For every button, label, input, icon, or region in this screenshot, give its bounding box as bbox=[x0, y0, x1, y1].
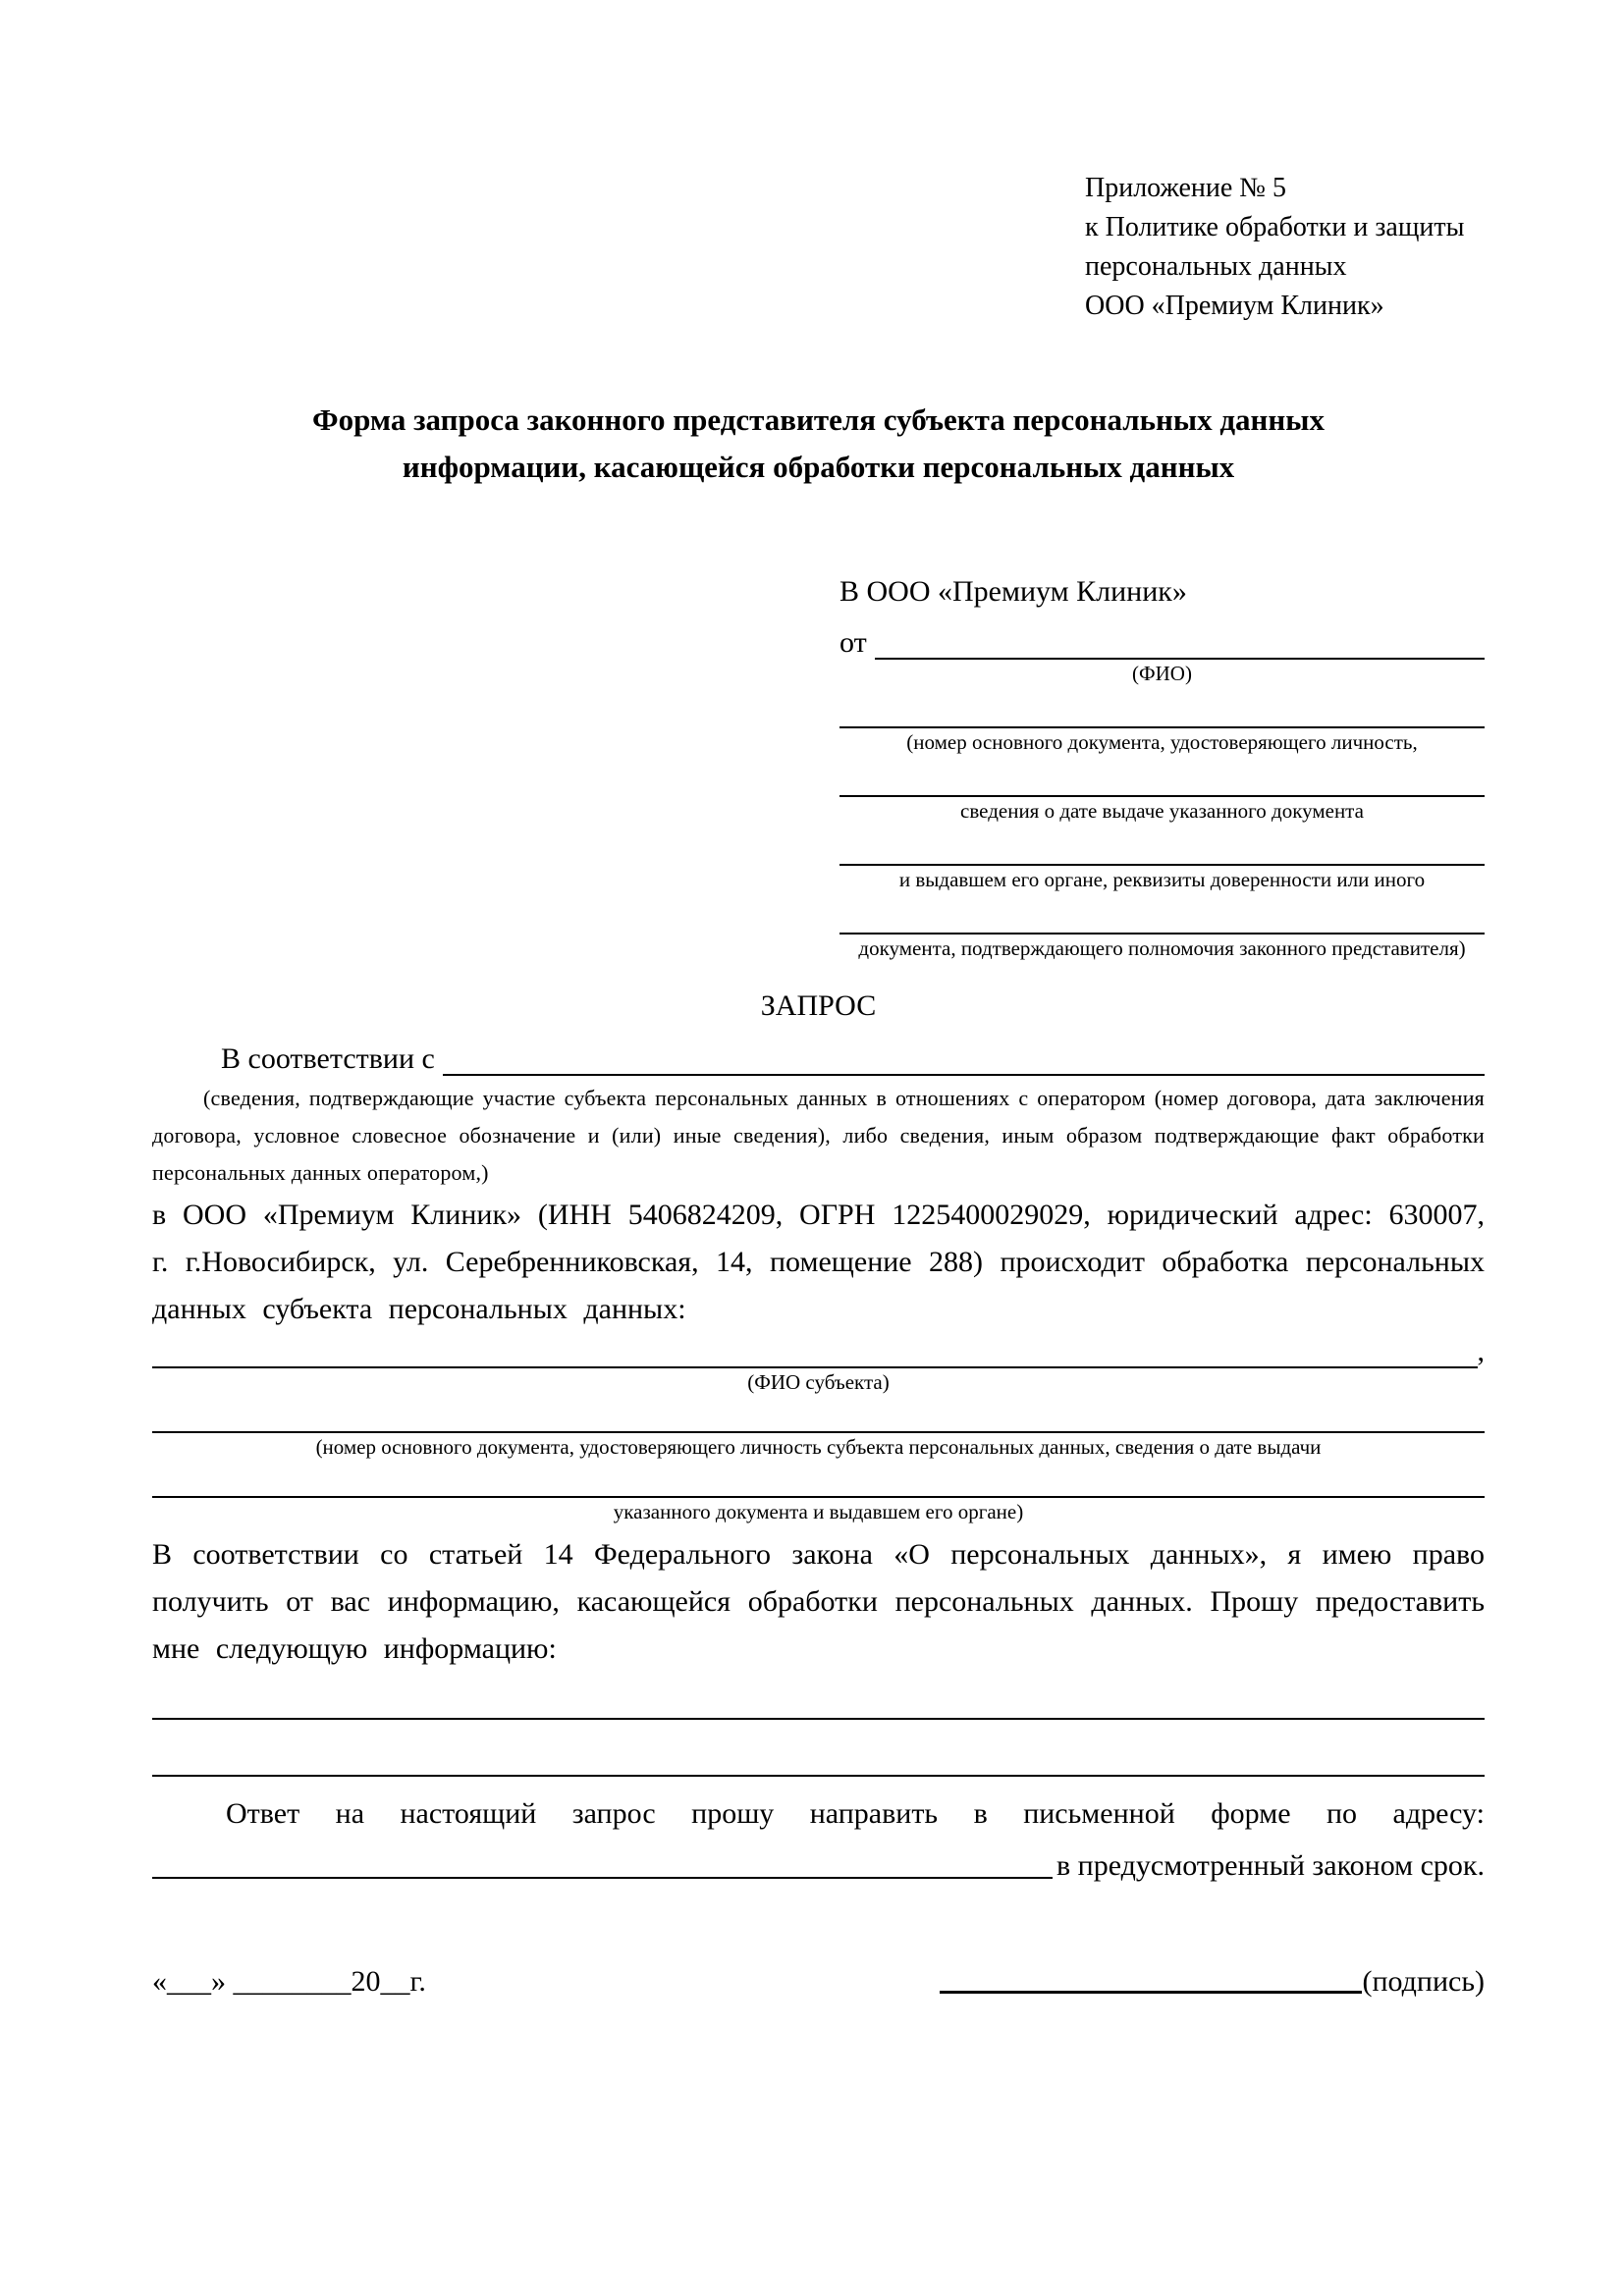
law-paragraph: В соответствии со статьей 14 Федерального закона «О персональных данных», я имею право получить от вас информацию, касающейся обработки персональных данных. Прошу предоставить мне следующую информацию: bbox=[152, 1538, 1485, 1665]
subject-fio-caption: (ФИО субъекта) bbox=[747, 1370, 890, 1394]
reply-address-row bbox=[152, 1838, 1485, 1883]
representative-document-field-3[interactable] bbox=[839, 825, 1485, 866]
representative-document-caption-2: сведения о дате выдаче указанного документа bbox=[960, 799, 1364, 823]
appendix-note-line-3: персональных данных bbox=[1085, 251, 1347, 282]
addressee-organization: В ООО «Премиум Клиник» bbox=[839, 575, 1187, 608]
document-title-line-2: информации, касающейся обработки персональных данных bbox=[402, 450, 1235, 484]
document-title bbox=[152, 397, 1485, 491]
representative-document-caption-3: и выдавшем его органе, реквизиты доверенности или иного bbox=[898, 868, 1426, 891]
basis-field[interactable] bbox=[443, 1074, 1485, 1076]
reply-tail-text: в предусмотренный законом срок. bbox=[1056, 1849, 1485, 1882]
signature-area bbox=[940, 1965, 1485, 1999]
representative-document-caption-4: документа, подтверждающего полномочия законного представителя) bbox=[858, 936, 1466, 960]
reply-paragraph: Ответ на настоящий запрос прошу направить в письменной форме по адресу: bbox=[226, 1797, 1485, 1830]
signature-field[interactable] bbox=[940, 1991, 1362, 1994]
addressee-block bbox=[839, 573, 1485, 962]
from-row bbox=[839, 622, 1485, 660]
representative-document-field-4[interactable] bbox=[839, 893, 1485, 934]
subject-document-caption-1: (номер основного документа, удостоверяющего личность субъекта персональных данных, сведения о дате выдачи bbox=[315, 1435, 1322, 1459]
document-title-line-1: Форма запроса законного представителя субъекта персональных данных bbox=[312, 402, 1325, 437]
basis-label: В соответствии с bbox=[221, 1042, 435, 1075]
date-line: «___» ________20__г. bbox=[152, 1965, 426, 1998]
from-label: от bbox=[839, 626, 867, 659]
requested-info-field-1[interactable] bbox=[152, 1673, 1485, 1720]
subject-document-field-2[interactable] bbox=[152, 1461, 1485, 1498]
subject-fio-row bbox=[152, 1335, 1485, 1368]
basis-row bbox=[152, 1037, 1485, 1076]
basis-fine-print: (сведения, подтверждающие участие субъекта персональных данных в отношениях с оператором (номер договора, дата заключения договора, условное словесное обозначение и (или) иные сведения), либо сведения, иным образом подтверждающие факт обработки персональных данных оператором,) bbox=[152, 1086, 1485, 1185]
subject-document-caption-2: указанного документа и выдавшем его органе) bbox=[613, 1500, 1024, 1523]
representative-document-field-1[interactable] bbox=[839, 687, 1485, 728]
subject-fio-comma: , bbox=[1477, 1335, 1485, 1367]
subject-document-field-1[interactable] bbox=[152, 1396, 1485, 1433]
representative-fio-caption: (ФИО) bbox=[1132, 662, 1192, 685]
reply-address-field[interactable] bbox=[152, 1877, 1053, 1879]
operator-paragraph: в ООО «Премиум Клиник» (ИНН 5406824209, ОГРН 1225400029029, юридический адрес: 630007, г. г.Новосибирск, ул. Серебренниковская, 14, помещение 288) происходит обработка персональных данных субъекта персональных данных: bbox=[152, 1199, 1485, 1325]
request-heading: ЗАПРОС bbox=[760, 989, 877, 1022]
appendix-note-line-2: к Политике обработки и защиты bbox=[1085, 212, 1465, 242]
signature-row bbox=[152, 1965, 1485, 1999]
appendix-note bbox=[1085, 169, 1485, 326]
appendix-note-line-4: ООО «Премиум Клиник» bbox=[1085, 291, 1384, 321]
requested-info-field-2[interactable] bbox=[152, 1720, 1485, 1777]
representative-document-caption-1: (номер основного документа, удостоверяющего личность, bbox=[906, 730, 1418, 754]
representative-document-field-2[interactable] bbox=[839, 756, 1485, 797]
appendix-note-line-1: Приложение № 5 bbox=[1085, 173, 1286, 203]
signature-caption: (подпись) bbox=[1362, 1965, 1485, 1998]
